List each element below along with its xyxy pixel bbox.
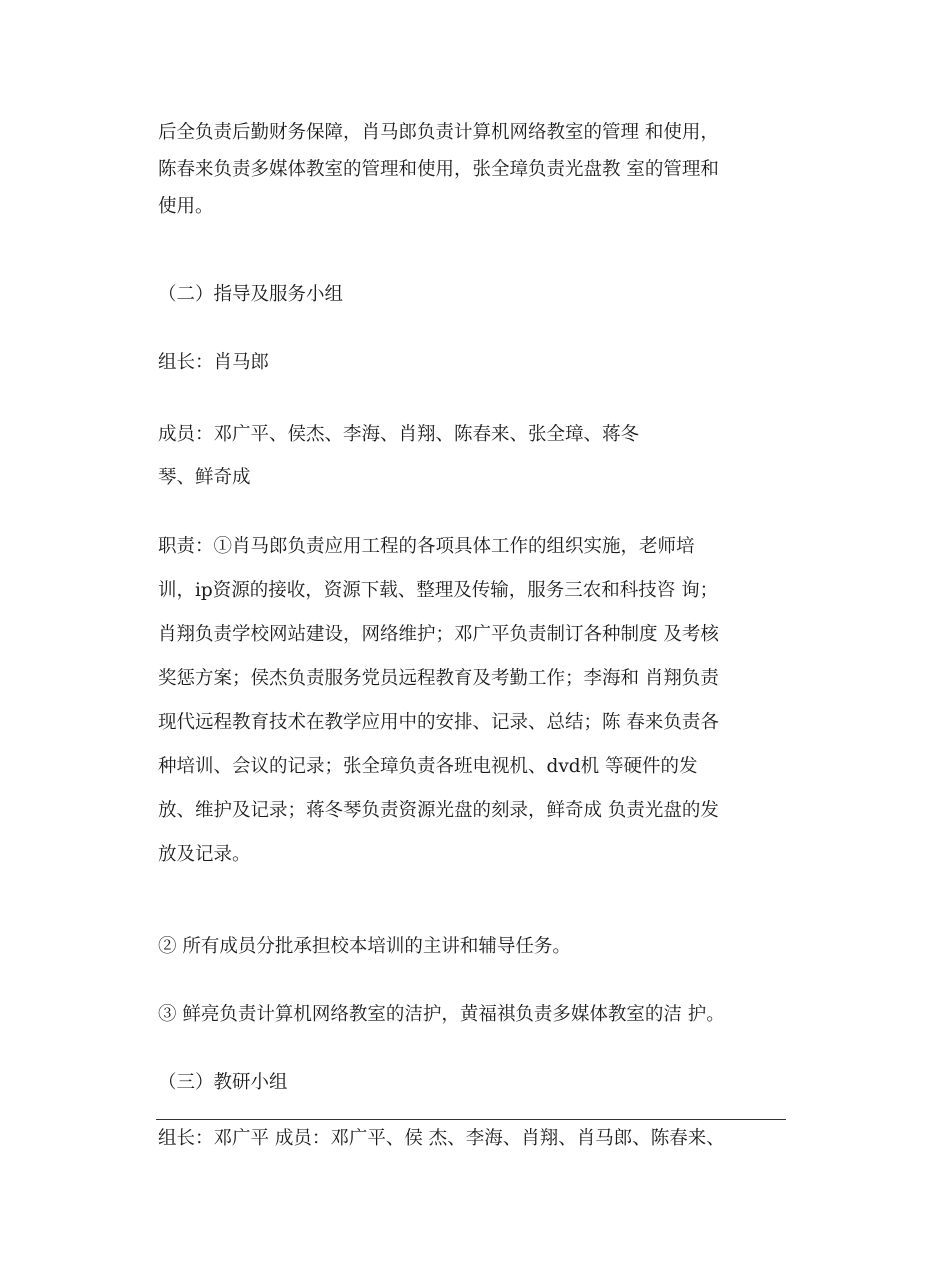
research-group-leader-members: 组长：邓广平 成员：邓广平、侯 杰、李海、肖翔、肖马郎、陈春来、 [158,1128,725,1149]
guidance-group-members [158,416,798,496]
text-line: 放及记录。 [158,844,251,865]
text-line: 琴、鲜奇成 [158,467,251,488]
paragraph-logistics [158,114,798,225]
text-line: 奖惩方案；侯杰负责服务党员远程教育及考勤工作；李海和 肖翔负责 [158,668,719,689]
text-line: 使用。 [158,196,214,217]
guidance-group-leader: 组长：肖马郎 [158,352,270,373]
text-line: 陈春来负责多媒体教室的管理和使用，张全璋负责光盘教 室的管理和 [158,159,719,180]
text-line: 后全负责后勤财务保障，肖马郎负责计算机网络教室的管理 和使用， [158,122,719,143]
section-heading-teaching-research-group: （三）教研小组 [158,1072,288,1093]
text-line: 职责：①肖马郎负责应用工程的各项具体工作的组织实施，老师培 [158,536,695,557]
text-line: 训，ip资源的接收，资源下载、整理及传输，服务三农和科技咨 询； [158,580,719,601]
text-line: 现代远程教育技术在教学应用中的安排、记录、总结；陈 春来负责各 [158,712,719,733]
text-line: 种培训、会议的记录；张全璋负责各班电视机、dvd机 等硬件的发 [158,756,698,777]
duty-item-2: ② 所有成员分批承担校本培训的主讲和辅导任务。 [158,936,571,957]
text-line: 肖翔负责学校网站建设，网络维护；邓广平负责制订各种制度 及考核 [158,624,719,645]
guidance-group-duties [158,528,798,873]
text-line: 成员：邓广平、侯杰、李海、肖翔、陈春来、张全璋、蒋冬 [158,424,640,445]
text-line: 放、维护及记录；蒋冬琴负责资源光盘的刻录，鲜奇成 负责光盘的发 [158,800,719,821]
section-heading-guidance-group: （二）指导及服务小组 [158,284,344,305]
duty-item-3: ③ 鲜亮负责计算机网络教室的洁护，黄福祺负责多媒体教室的洁 护。 [158,1004,725,1025]
